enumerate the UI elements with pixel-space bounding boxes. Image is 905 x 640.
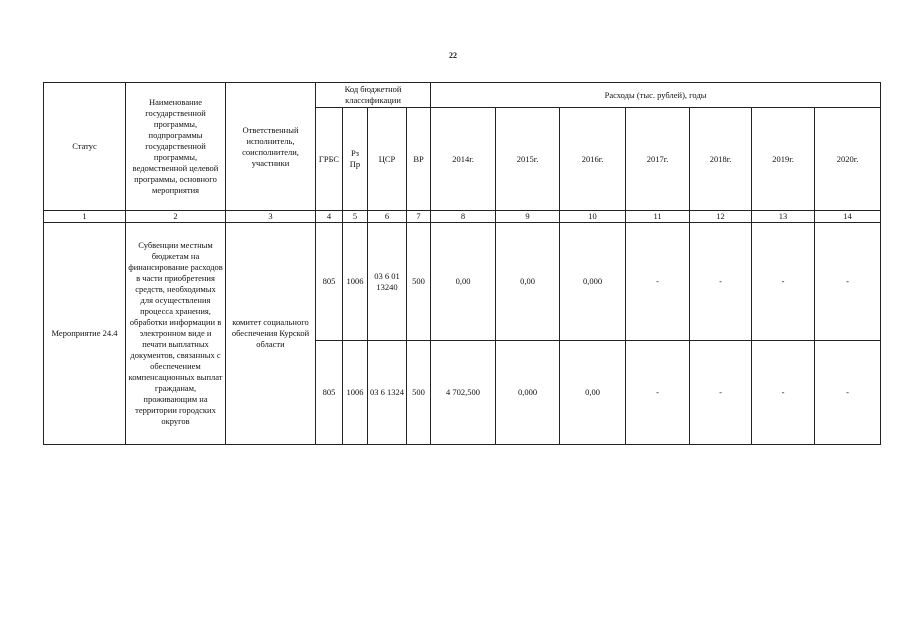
cell-value: - (690, 223, 752, 341)
page-number: 22 (449, 51, 457, 60)
column-number: 14 (815, 211, 881, 223)
column-number: 6 (368, 211, 407, 223)
cell-vr: 500 (407, 223, 431, 341)
cell-value: - (815, 341, 881, 445)
cell-value: - (752, 223, 815, 341)
header-year-2017: 2017г. (626, 108, 690, 211)
column-number-row (44, 211, 881, 223)
entry-status: Мероприятие 24.4 (44, 223, 126, 445)
cell-grbs: 805 (316, 223, 343, 341)
cell-value: 4 702,500 (431, 341, 496, 445)
header-name: Наименование государственной программы, подпрограммы государственной программы, ведомственной целевой программы, основного мероприятия (126, 83, 226, 211)
header-year-2020: 2020г. (815, 108, 881, 211)
column-number: 10 (560, 211, 626, 223)
header-year-2016: 2016г. (560, 108, 626, 211)
cell-rzpr: 1006 (343, 341, 368, 445)
header-executor: Ответственный исполнитель, соисполнители, участники (226, 83, 316, 211)
header-year-2019: 2019г. (752, 108, 815, 211)
column-number: 13 (752, 211, 815, 223)
cell-vr: 500 (407, 341, 431, 445)
column-number: 8 (431, 211, 496, 223)
header-year-2018: 2018г. (690, 108, 752, 211)
cell-value: - (752, 341, 815, 445)
cell-value: 0,000 (496, 341, 560, 445)
column-number: 9 (496, 211, 560, 223)
entry-executor: комитет социального обеспечения Курской области (226, 223, 316, 445)
header-grbs: ГРБС (316, 108, 343, 211)
header-budget-code: Код бюджетной классификации (316, 83, 431, 108)
column-number: 11 (626, 211, 690, 223)
cell-rzpr: 1006 (343, 223, 368, 341)
cell-csr: 03 6 1324 (368, 341, 407, 445)
cell-csr: 03 6 01 13240 (368, 223, 407, 341)
header-row-1 (44, 83, 881, 108)
entry-name: Субвенции местным бюджетам на финансирование расходов в части приобретения средств, необходимых для осуществления процесса хранения, обработки информации в электронном виде и печати выплатных документов, связанных с обеспечением компенсационных выплат гражданам, проживающим на территории городских округов (126, 223, 226, 445)
column-number: 7 (407, 211, 431, 223)
cell-value: - (815, 223, 881, 341)
column-number: 2 (126, 211, 226, 223)
header-status: Статус (44, 83, 126, 211)
budget-table (43, 82, 881, 445)
cell-value: - (690, 341, 752, 445)
cell-value: 0,00 (560, 341, 626, 445)
column-number: 1 (44, 211, 126, 223)
header-csr: ЦСР (368, 108, 407, 211)
cell-value: - (626, 341, 690, 445)
column-number: 12 (690, 211, 752, 223)
header-expenses: Расходы (тыс. рублей), годы (431, 83, 881, 108)
column-number: 3 (226, 211, 316, 223)
column-number: 5 (343, 211, 368, 223)
cell-grbs: 805 (316, 341, 343, 445)
cell-value: 0,000 (560, 223, 626, 341)
header-vr: ВР (407, 108, 431, 211)
table-row (44, 223, 881, 341)
header-year-2014: 2014г. (431, 108, 496, 211)
column-number: 4 (316, 211, 343, 223)
cell-value: 0,00 (431, 223, 496, 341)
header-year-2015: 2015г. (496, 108, 560, 211)
cell-value: - (626, 223, 690, 341)
header-rzpr: Рз Пр (343, 108, 368, 211)
cell-value: 0,00 (496, 223, 560, 341)
